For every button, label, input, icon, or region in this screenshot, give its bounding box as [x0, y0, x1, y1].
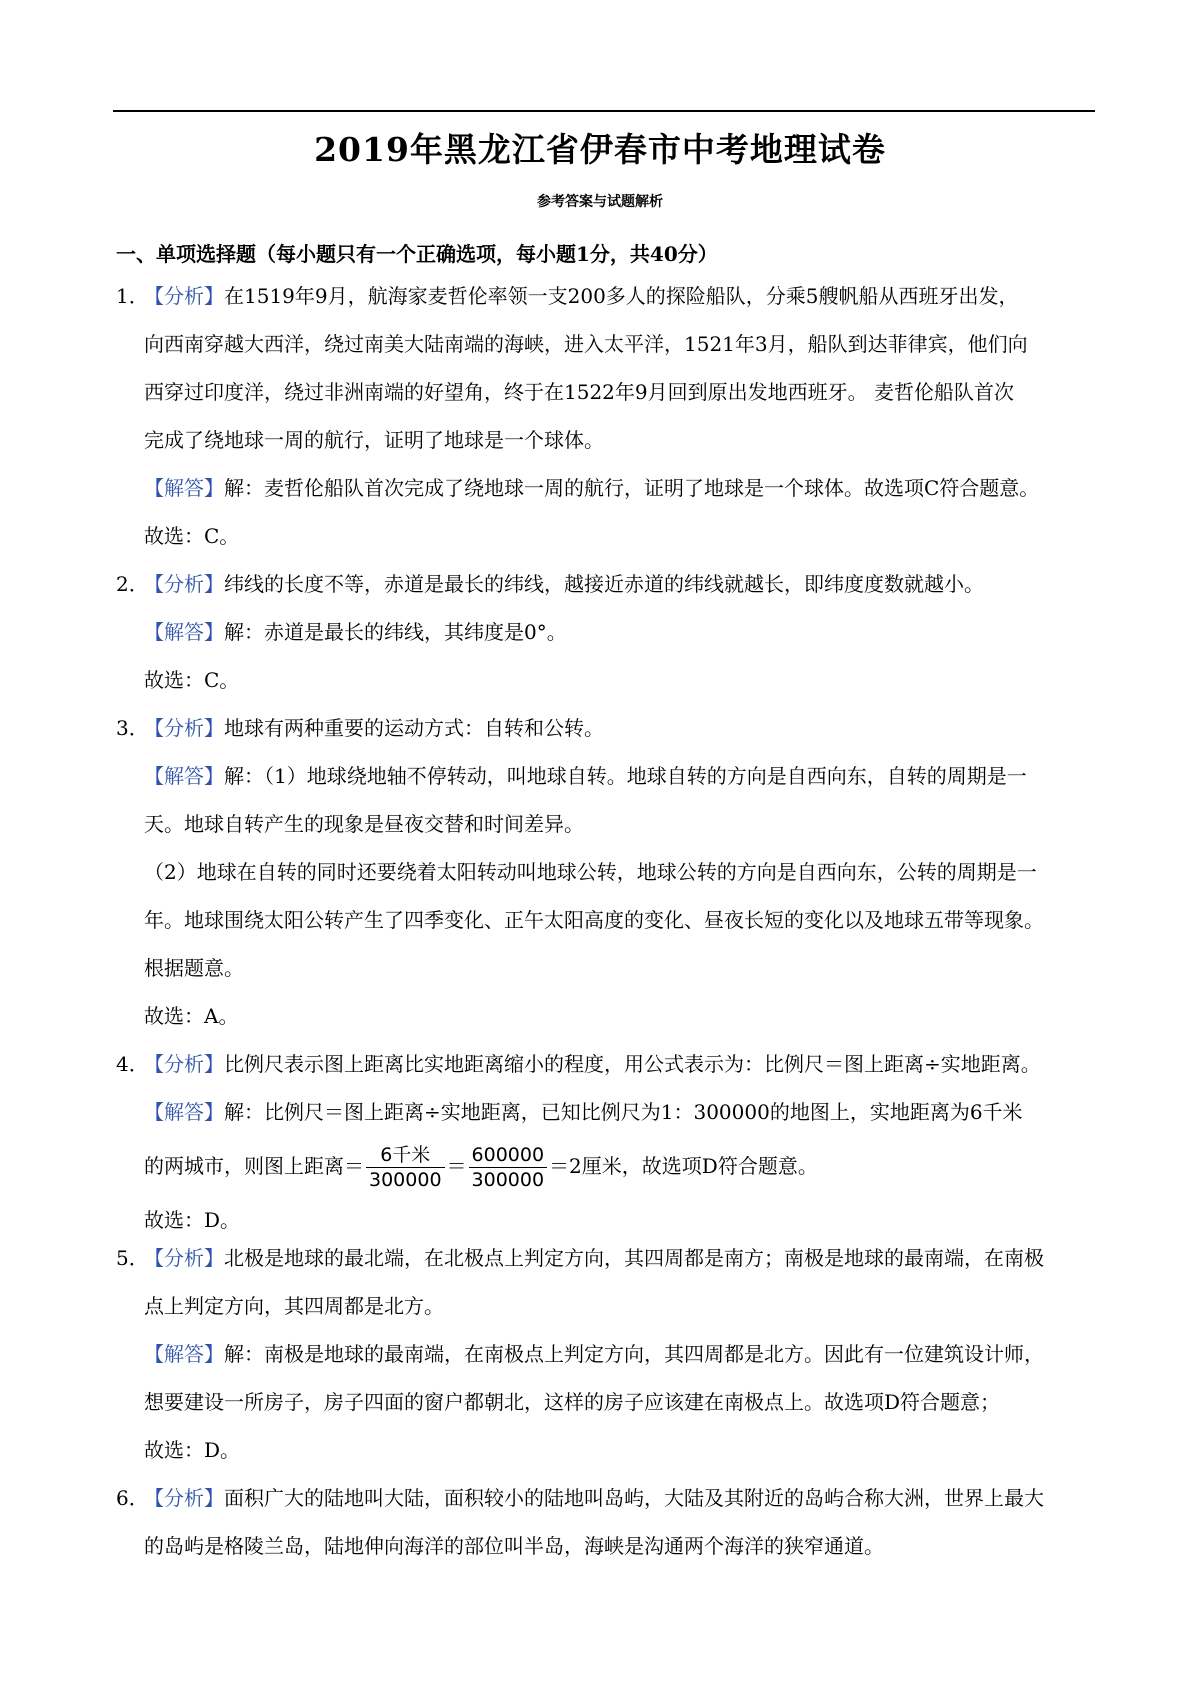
analysis-text: 的岛屿是格陵兰岛，陆地伸向海洋的部位叫半岛，海峡是沟通两个海洋的狭窄通道。 — [144, 1534, 884, 1558]
question-number: 6． — [116, 1486, 149, 1510]
analysis-text: 纬线的长度不等，赤道是最长的纬线，越接近赤道的纬线就越长，即纬度度数就越小。 — [224, 572, 984, 596]
analysis-text: 面积广大的陆地叫大陆，面积较小的陆地叫岛屿，大陆及其附近的岛屿合称大洲，世界上最大 — [224, 1486, 1044, 1510]
answer-text: 解：赤道是最长的纬线，其纬度是0°。 — [224, 620, 567, 644]
answer-text: 天。地球自转产生的现象是昼夜交替和时间差异。 — [144, 812, 584, 836]
question-3 — [116, 704, 1096, 1040]
analysis-tag: 【分析】 — [144, 1052, 224, 1076]
analysis-tag: 【分析】 — [144, 572, 224, 596]
header-rule — [113, 110, 1095, 112]
question-2 — [116, 560, 1096, 704]
equals-sign: ＝ — [446, 1154, 467, 1178]
answer-tag: 【解答】 — [144, 764, 224, 788]
choice-text: 故选：C。 — [144, 524, 240, 548]
fraction-cm — [469, 1143, 548, 1192]
question-1 — [116, 272, 1096, 560]
analysis-tag: 【分析】 — [144, 1486, 224, 1510]
question-6 — [116, 1474, 1096, 1570]
analysis-text: 在1519年9月，航海家麦哲伦率领一支200多人的探险船队，分乘5艘帆船从西班牙出发， — [224, 284, 1019, 308]
analysis-text: 完成了绕地球一周的航行，证明了地球是一个球体。 — [144, 428, 604, 452]
fraction-numerator: 6千米 — [366, 1143, 445, 1168]
answer-tag: 【解答】 — [144, 1342, 224, 1366]
analysis-tag: 【分析】 — [144, 1246, 224, 1270]
choice-text: 故选：D。 — [144, 1208, 241, 1232]
question-number: 2． — [116, 572, 149, 596]
answer-text: 的两城市，则图上距离＝ — [144, 1154, 364, 1178]
answer-tag: 【解答】 — [144, 1100, 224, 1124]
analysis-text: 西穿过印度洋，绕过非洲南端的好望角，终于在1522年9月回到原出发地西班牙。 麦哲伦船队首次 — [144, 380, 1014, 404]
page-title: 2019年黑龙江省伊春市中考地理试卷 — [314, 130, 886, 169]
answer-text: （2）地球在自转的同时还要绕着太阳转动叫地球公转，地球公转的方向是自西向东，公转的周期是一 — [144, 860, 1037, 884]
answer-text: ＝2厘米，故选项D符合题意。 — [549, 1154, 818, 1178]
analysis-text: 点上判定方向，其四周都是北方。 — [144, 1294, 444, 1318]
fraction-denominator: 300000 — [369, 1169, 442, 1191]
fraction-km — [366, 1143, 445, 1192]
question-4 — [116, 1040, 1096, 1244]
answer-tag: 【解答】 — [144, 620, 224, 644]
question-5 — [116, 1234, 1096, 1474]
answer-text: 想要建设一所房子，房子四面的窗户都朝北，这样的房子应该建在南极点上。故选项D符合题意； — [144, 1390, 1001, 1414]
choice-text: 故选：A。 — [144, 1004, 239, 1028]
question-number: 1． — [116, 284, 149, 308]
fraction-denominator: 300000 — [471, 1169, 545, 1191]
analysis-text: 北极是地球的最北端，在北极点上判定方向，其四周都是南方；南极是地球的最南端，在南极 — [224, 1246, 1044, 1270]
answer-text: 年。地球围绕太阳公转产生了四季变化、正午太阳高度的变化、昼夜长短的变化以及地球五带等现象。 — [144, 908, 1044, 932]
analysis-tag: 【分析】 — [144, 716, 224, 740]
answer-text: 解：比例尺＝图上距离÷实地距离，已知比例尺为1：300000的地图上，实地距离为6千米 — [224, 1100, 1023, 1124]
analysis-tag: 【分析】 — [144, 284, 224, 308]
answer-tag: 【解答】 — [144, 476, 224, 500]
fraction-numerator: 600000 — [469, 1143, 548, 1168]
page-subtitle: 参考答案与试题解析 — [537, 194, 663, 210]
answer-text: 解：南极是地球的最南端，在南极点上判定方向，其四周都是北方。因此有一位建筑设计师， — [224, 1342, 1044, 1366]
analysis-text: 向西南穿越大西洋，绕过南美大陆南端的海峡，进入太平洋，1521年3月，船队到达菲律宾，他们向 — [144, 332, 1028, 356]
choice-text: 故选：C。 — [144, 668, 240, 692]
answer-text: 解：（1）地球绕地轴不停转动，叫地球自转。地球自转的方向是自西向东，自转的周期是一 — [224, 764, 1027, 788]
question-number: 3． — [116, 716, 149, 740]
question-number: 4． — [116, 1052, 149, 1076]
choice-text: 故选：D。 — [144, 1438, 241, 1462]
section-heading: 一、单项选择题（每小题只有一个正确选项，每小题1分，共40分） — [116, 242, 718, 266]
answer-text: 根据题意。 — [144, 956, 244, 980]
analysis-text: 比例尺表示图上距离比实地距离缩小的程度，用公式表示为：比例尺＝图上距离÷实地距离。 — [224, 1052, 1041, 1076]
question-number: 5． — [116, 1246, 149, 1270]
answer-text: 解：麦哲伦船队首次完成了绕地球一周的航行，证明了地球是一个球体。故选项C符合题意。 — [224, 476, 1040, 500]
analysis-text: 地球有两种重要的运动方式：自转和公转。 — [224, 716, 604, 740]
